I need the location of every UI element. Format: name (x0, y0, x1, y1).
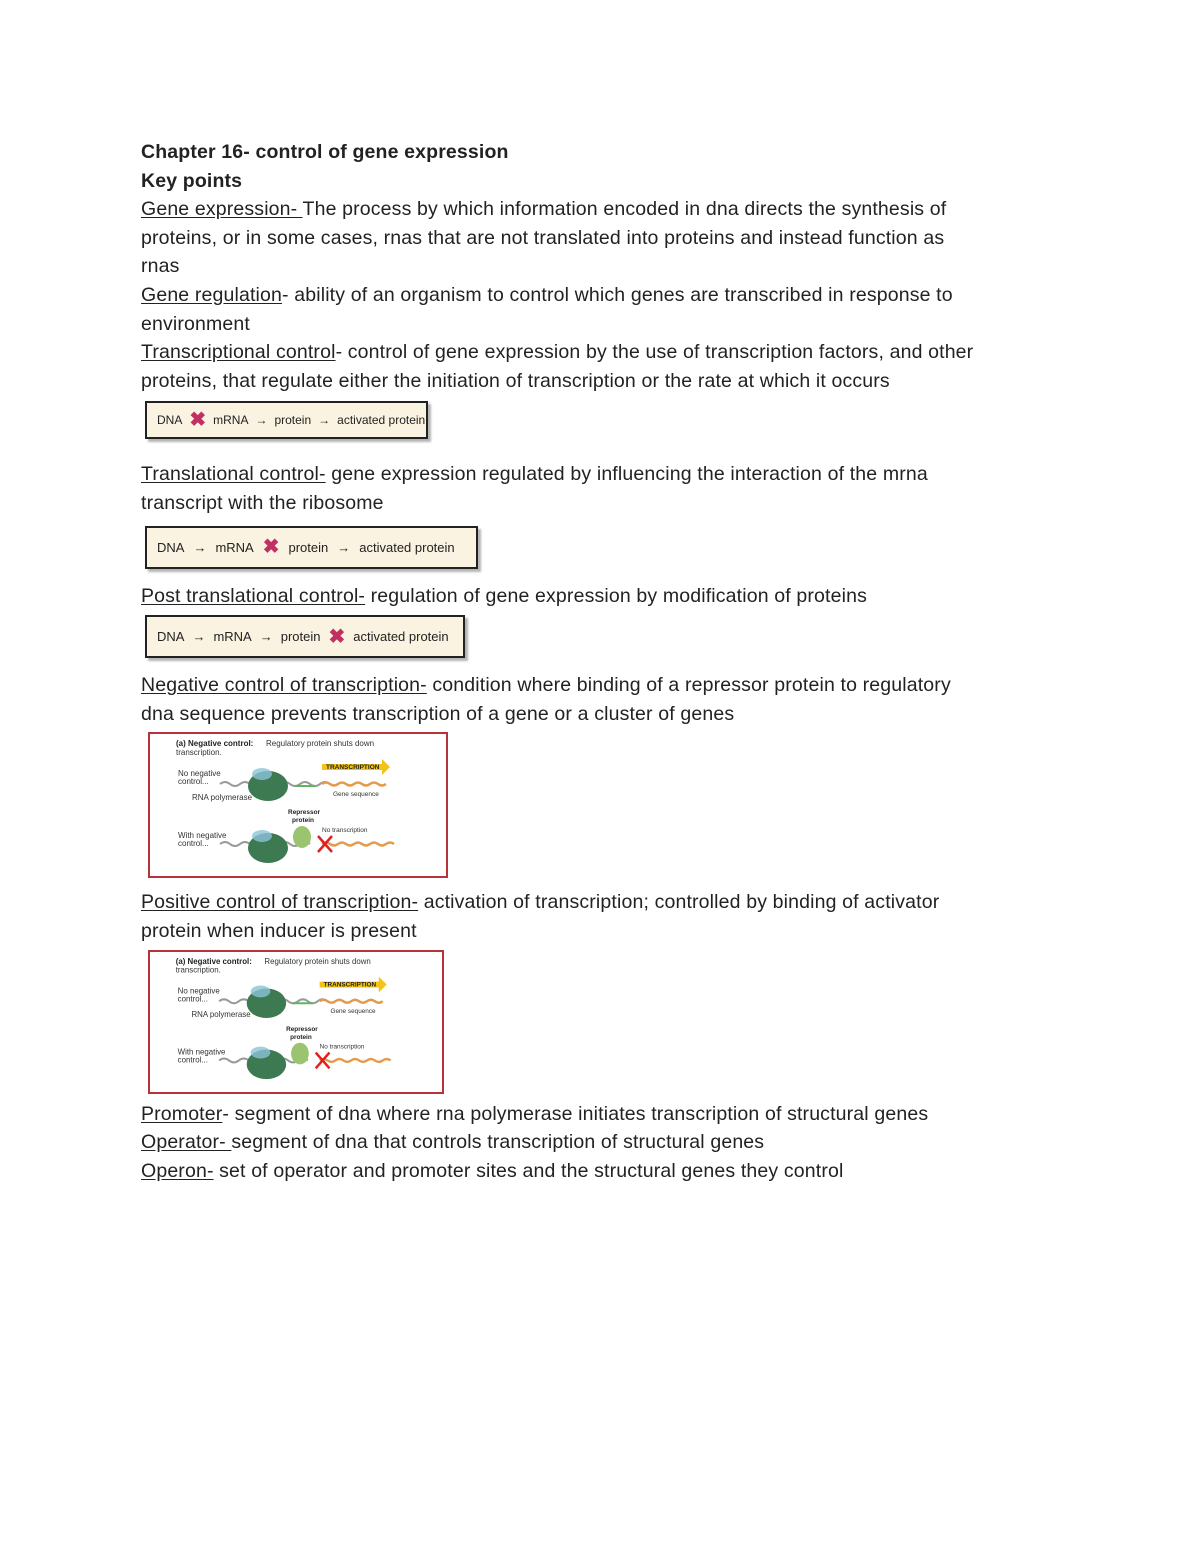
label-no-transcription: No transcription (319, 1043, 365, 1051)
flow-activated-protein: activated protein (337, 413, 426, 428)
post-translational-control-text-1: regulation of gene expression by modification of proteins (365, 584, 867, 607)
flow-activated-protein: activated protein (359, 539, 455, 555)
transcriptional-control-definition (141, 338, 1081, 367)
operator-term: Operator- (141, 1131, 232, 1154)
label-control: control... (178, 839, 209, 849)
operon-diagram (150, 734, 445, 875)
flow-mrna: mRNA (215, 539, 254, 555)
label-with-negative: With negative (178, 831, 227, 841)
gene-expression-definition (141, 195, 1081, 224)
polymerase-subunit (251, 985, 271, 997)
gene-expression-text-2: proteins, or in some cases, rnas that are not translated into proteins and instead function as (141, 226, 945, 249)
block-x-icon: ✖ (328, 625, 346, 648)
post-translational-control-definition (141, 582, 1081, 611)
positive-control-text-2: protein when inducer is present (141, 919, 417, 942)
translational-control-text-1: gene expression regulated by influencing the interaction of the mrna (325, 463, 928, 486)
gene-strand (322, 843, 394, 846)
label-no-negative: No negative (178, 769, 221, 779)
arrow-right-icon: → (337, 539, 351, 555)
flow-protein: protein (288, 539, 329, 555)
flow-activated-protein: activated protein (353, 629, 449, 645)
label-control: control... (178, 777, 209, 787)
promoter-text: - segment of dna where rna polymerase initiates transcription of structural genes (222, 1102, 929, 1125)
negative-control-figure (148, 732, 448, 878)
operon-definition (141, 1157, 1081, 1186)
document-page (141, 138, 1081, 1185)
arrow-right-icon: → (255, 413, 268, 428)
section-heading: Key points (141, 169, 243, 192)
flow-mrna: mRNA (213, 413, 249, 428)
flow-mrna: mRNA (213, 629, 252, 645)
positive-control-term: Positive control of transcription- (141, 891, 419, 914)
label-gene-sequence: Gene sequence (333, 791, 379, 799)
operon-diagram (150, 952, 441, 1091)
page-title: Chapter 16- control of gene expression (141, 141, 509, 163)
label-control: control... (177, 1054, 208, 1064)
negative-control-definition (141, 671, 1081, 700)
transcriptional-control-term: Transcriptional control (141, 341, 336, 364)
gene-expression-term: Gene expression- (141, 198, 303, 221)
block-x-icon: ✖ (262, 536, 280, 559)
figure-heading-line2: transcription. (175, 965, 221, 975)
label-repressor: Repressor (288, 809, 321, 817)
label-rna-polymerase: RNA polymerase (191, 1009, 251, 1019)
transcriptional-flow-figure (141, 395, 1081, 449)
gene-regulation-definition (141, 281, 1081, 310)
positive-control-figure (148, 950, 444, 1094)
label-rna-polymerase: RNA polymerase (192, 793, 253, 803)
promoter-definition (141, 1100, 1081, 1129)
gene-expression-text-3: rnas (141, 255, 180, 278)
gene-strand (320, 999, 383, 1002)
arrow-right-icon: → (318, 413, 331, 428)
gene-regulation-text-2: environment (141, 312, 250, 335)
figure-heading-rest: Regulatory protein shuts down (266, 739, 375, 749)
polymerase-subunit (252, 830, 272, 842)
block-x-icon: ✖ (189, 409, 207, 432)
flow-protein: protein (274, 413, 312, 428)
translational-control-term: Translational control- (141, 463, 326, 486)
flow-diagram (145, 401, 428, 439)
gene-strand (320, 1058, 391, 1061)
transcriptional-control-text-2: proteins, that regulate either the initiation of transcription or the rate at which it occurs (141, 369, 890, 392)
negative-control-text-2: dna sequence prevents transcription of a gene or a cluster of genes (141, 702, 735, 725)
arrow-right-icon: → (192, 629, 206, 645)
label-no-negative: No negative (177, 985, 220, 995)
repressor-protein-shape (293, 826, 311, 848)
figure-heading-line2: transcription. (176, 748, 222, 758)
negative-control-figure-wrap (141, 728, 1081, 888)
label-transcription: TRANSCRIPTION (323, 981, 377, 989)
flow-dna: DNA (157, 413, 183, 428)
label-gene-sequence: Gene sequence (330, 1007, 376, 1015)
flow-protein: protein (280, 629, 321, 645)
arrow-right-icon: → (193, 539, 207, 555)
figure-heading: (a) Negative control: (175, 956, 252, 966)
gene-strand (322, 783, 386, 786)
negative-control-text-1: condition where binding of a repressor protein to regulatory (426, 674, 951, 697)
label-protein: protein (292, 817, 315, 825)
label-protein: protein (290, 1033, 312, 1041)
negative-control-term: Negative control of transcription- (141, 674, 427, 697)
repressor-protein-shape (291, 1042, 309, 1064)
polymerase-subunit (252, 768, 272, 780)
gene-regulation-term: Gene regulation (141, 283, 283, 306)
operator-text: segment of dna that controls transcription of structural genes (231, 1131, 765, 1154)
operon-term: Operon- (141, 1159, 214, 1182)
promoter-term: Promoter (141, 1102, 223, 1125)
polymerase-subunit (251, 1046, 271, 1058)
label-control: control... (177, 993, 208, 1003)
positive-control-figure-wrap (141, 946, 1081, 1100)
flow-dna: DNA (157, 629, 185, 645)
label-no-transcription: No transcription (322, 827, 368, 835)
gene-regulation-text-1: - ability of an organism to control which genes are transcribed in response to (282, 283, 953, 306)
post-translational-control-term: Post translational control- (141, 584, 366, 607)
flow-diagram (145, 526, 478, 569)
translational-flow-figure (141, 518, 1081, 582)
label-transcription: TRANSCRIPTION (326, 764, 380, 772)
figure-heading: (a) Negative control: (176, 739, 254, 749)
flow-dna: DNA (157, 539, 185, 555)
positive-control-text-1: activation of transcription; controlled by binding of activator (418, 891, 940, 914)
operon-text: set of operator and promoter sites and the structural genes they control (213, 1159, 844, 1182)
figure-heading-rest: Regulatory protein shuts down (264, 956, 371, 966)
translational-control-definition (141, 460, 1081, 489)
gene-expression-text-1: The process by which information encoded in dna directs the synthesis of (302, 198, 947, 221)
flow-diagram (145, 615, 465, 658)
operator-definition (141, 1128, 1081, 1157)
post-translational-flow-figure (141, 610, 1081, 671)
transcriptional-control-text-1: - control of gene expression by the use of transcription factors, and other (335, 341, 974, 364)
label-repressor: Repressor (286, 1025, 318, 1033)
label-with-negative: With negative (177, 1047, 226, 1057)
positive-control-definition (141, 888, 1081, 917)
translational-control-text-2: transcript with the ribosome (141, 491, 384, 514)
arrow-right-icon: → (259, 629, 273, 645)
